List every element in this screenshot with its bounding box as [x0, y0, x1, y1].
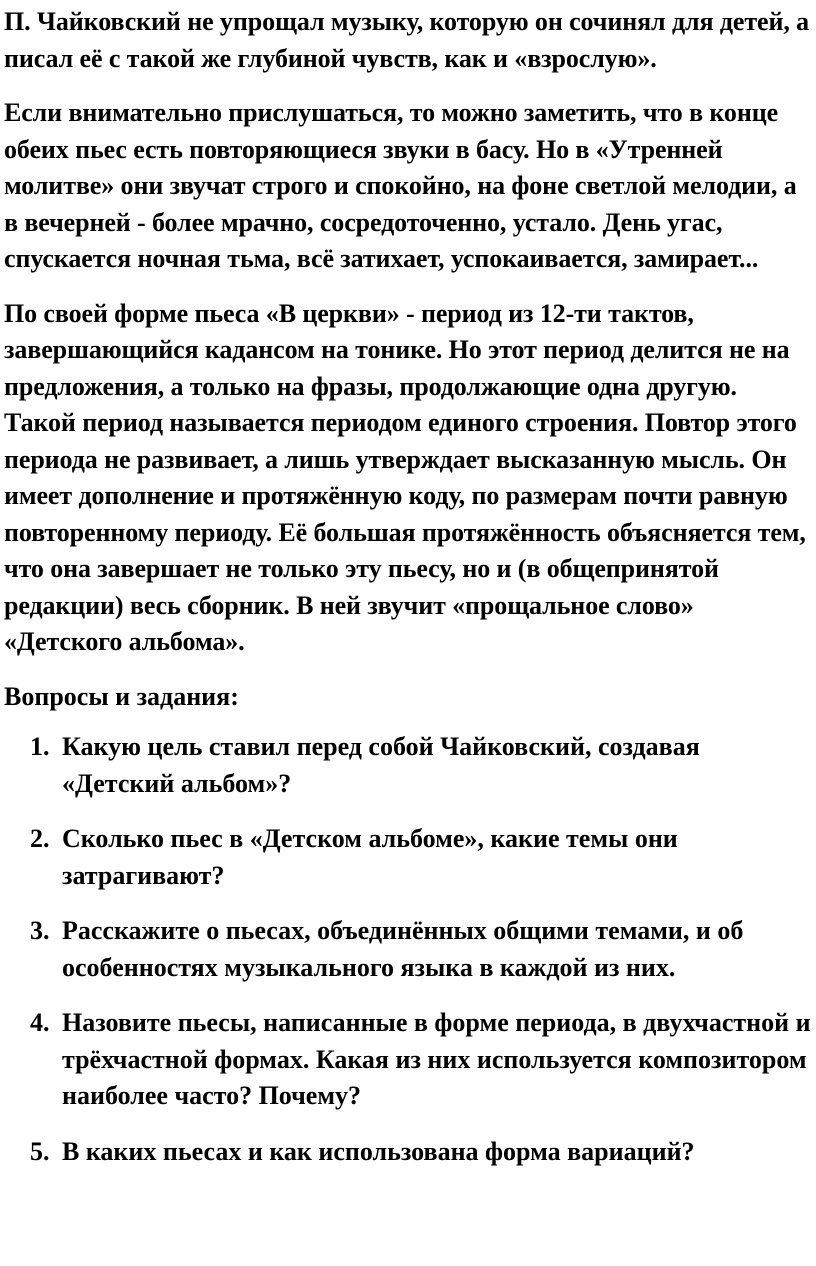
question-text: Назовите пьесы, написанные в форме периода, в двухчастной и трёхчастной формах. Какая из них используется композитором наиболее часто? Почему?	[62, 1008, 811, 1110]
question-text: В каких пьесах и как использована форма вариаций?	[62, 1136, 695, 1166]
question-number: 2.	[30, 824, 50, 853]
question-item	[4, 1005, 812, 1115]
question-item	[4, 1134, 812, 1171]
question-text: Сколько пьес в «Детском альбоме», какие темы они затрагивают?	[62, 824, 678, 890]
paragraph-prayers: Если внимательно прислушаться, то можно заметить, что в конце обеих пьес есть повторяющиеся звуки в басу. Но в «Утренней молитве» они звучат строго и спокойно, на фоне светлой мелодии, а в вечерней - более мрачно, сосредоточенно, устало. День угас, спускается ночная тьма, всё затихает, успокаивается, замирает...	[4, 98, 797, 273]
paragraph-intro: П. Чайковский не упрощал музыку, которую он сочинял для детей, а писал её с такой же глубиной чувств, как и «взрослую».	[4, 7, 810, 73]
question-text: Какую цель ставил перед собой Чайковский, создавая «Детский альбом»?	[62, 732, 700, 798]
questions-list	[4, 729, 812, 1170]
question-text: Расскажите о пьесах, объединённых общими темами, и об особенностях музыкального языка в каждой из них.	[62, 916, 744, 982]
paragraph-church-form: По своей форме пьеса «В церкви» - период из 12-ти тактов, завершающийся кадансом на тонике. Но этот период делится не на предложения, а только на фразы, продолжающие одна другую. Такой период называется периодом единого строения. Повтор этого периода не развивает, а лишь утверждает высказанную мысль. Он имеет дополнение и протяжённую коду, по размерам почти равную повторенному периоду. Её большая протяжённость объясняется тем, что она завершает не только эту пьесу, но и (в общепринятой редакции) весь сборник. В ней звучит «прощальное слово» «Детского альбома».	[4, 298, 806, 656]
question-item	[4, 821, 812, 894]
question-number: 4.	[30, 1008, 50, 1037]
question-item	[4, 913, 812, 986]
question-number: 1.	[30, 732, 50, 761]
question-number: 3.	[30, 916, 50, 945]
question-item	[4, 729, 812, 802]
question-number: 5.	[30, 1136, 50, 1166]
questions-heading: Вопросы и задания:	[4, 681, 239, 711]
